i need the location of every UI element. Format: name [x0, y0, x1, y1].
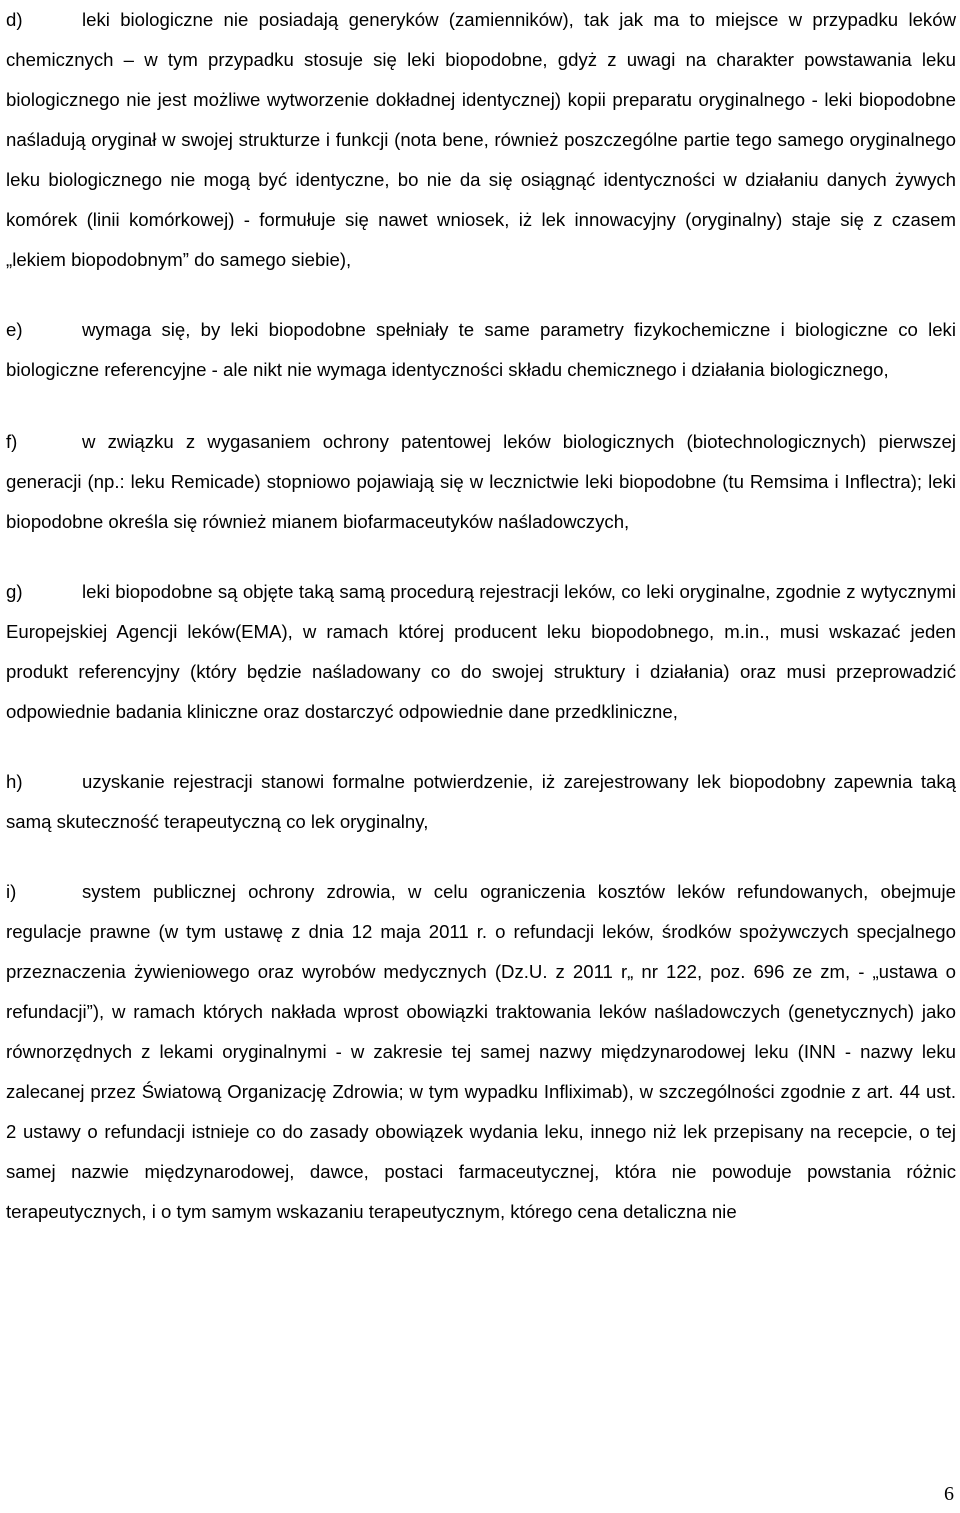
- document-page: [6, 0, 956, 1232]
- list-marker: d): [6, 9, 23, 30]
- page-number: 6: [944, 1483, 954, 1505]
- list-item-g: [6, 572, 956, 732]
- list-item-text: leki biopodobne są objęte taką samą procedurą rejestracji leków, co leki oryginalne, zgodnie z wytycznymi Europejskiej Agencji leków(EMA), w ramach której producent leku biopodobnego, m.in., musi wskazać jeden produkt referencyjny (który będzie naśladowany co do swojej struktury i działania) oraz musi przeprowadzić odpowiednie badania kliniczne oraz dostarczyć odpowiednie dane przedkliniczne,: [6, 581, 956, 722]
- list-marker: i): [6, 881, 17, 902]
- list-marker: h): [6, 771, 23, 792]
- list-item-i: [6, 872, 956, 1232]
- list-item-text: system publicznej ochrony zdrowia, w celu ograniczenia kosztów leków refundowanych, obejmuje regulacje prawne (w tym ustawę z dnia 12 maja 2011 r. o refundacji leków, środków spożywczych specjalnego przeznaczenia żywieniowego oraz wyrobów medycznych (Dz.U. z 2011 r„ nr 122, poz. 696 ze zm, - „ustawa o refundacji”), w ramach których nakłada wprost obowiązki traktowania leków naśladowczych (genetycznych) jako równorzędnych z lekami oryginalnymi - w zakresie tej samej nazwy międzynarodowej leku (INN - nazwy leku zalecanej przez Światową Organizację Zdrowia; w tym wypadku Infliximab), w szczególności zgodnie z art. 44 ust. 2 ustawy o refundacji istnieje co do zasady obowiązek wydania leku, innego niż lek przepisany na recepcie, o tej samej nazwie międzynarodowej, dawce, postaci farmaceutycznej, która nie powoduje powstania różnic terapeutycznych, i o tym samym wskazaniu terapeutycznym, którego cena detaliczna nie: [6, 881, 956, 1222]
- list-item-e: [6, 310, 956, 390]
- list-item-text: leki biologiczne nie posiadają generyków (zamienników), tak jak ma to miejsce w przypadku leków chemicznych – w tym przypadku stosuje się leki biopodobne, gdyż z uwagi na charakter powstawania leku biologicznego nie jest możliwe wytworzenie dokładnej identycznej) kopii preparatu oryginalnego - leki biopodobne naśladują oryginał w swojej strukturze i funkcji (nota bene, również poszczególne partie tego samego oryginalnego leku biologicznego nie mogą być identyczne, bo nie da się osiągnąć identyczności w działaniu danych żywych komórek (linii komórkowej) - formułuje się nawet wniosek, iż lek innowacyjny (oryginalny) staje się z czasem „lekiem biopodobnym” do samego siebie),: [6, 9, 956, 270]
- list-item-text: uzyskanie rejestracji stanowi formalne potwierdzenie, iż zarejestrowany lek biopodobny zapewnia taką samą skuteczność terapeutyczną co lek oryginalny,: [6, 771, 956, 832]
- list-item-d: [6, 0, 956, 280]
- list-marker: g): [6, 581, 23, 602]
- list-item-f: [6, 422, 956, 542]
- list-item-text: wymaga się, by leki biopodobne spełniały te same parametry fizykochemiczne i biologiczne co leki biologiczne referencyjne - ale nikt nie wymaga identyczności składu chemicznego i działania biologicznego,: [6, 319, 956, 380]
- list-marker: e): [6, 319, 23, 340]
- list-item-text: w związku z wygasaniem ochrony patentowej leków biologicznych (biotechnologicznych) pierwszej generacji (np.: leku Remicade) stopniowo pojawiają się w lecznictwie leki biopodobne (tu Remsima i Inflectra); leki biopodobne określa się również mianem biofarmaceutyków naśladowczych,: [6, 431, 956, 532]
- list-marker: f): [6, 431, 18, 452]
- list-item-h: [6, 762, 956, 842]
